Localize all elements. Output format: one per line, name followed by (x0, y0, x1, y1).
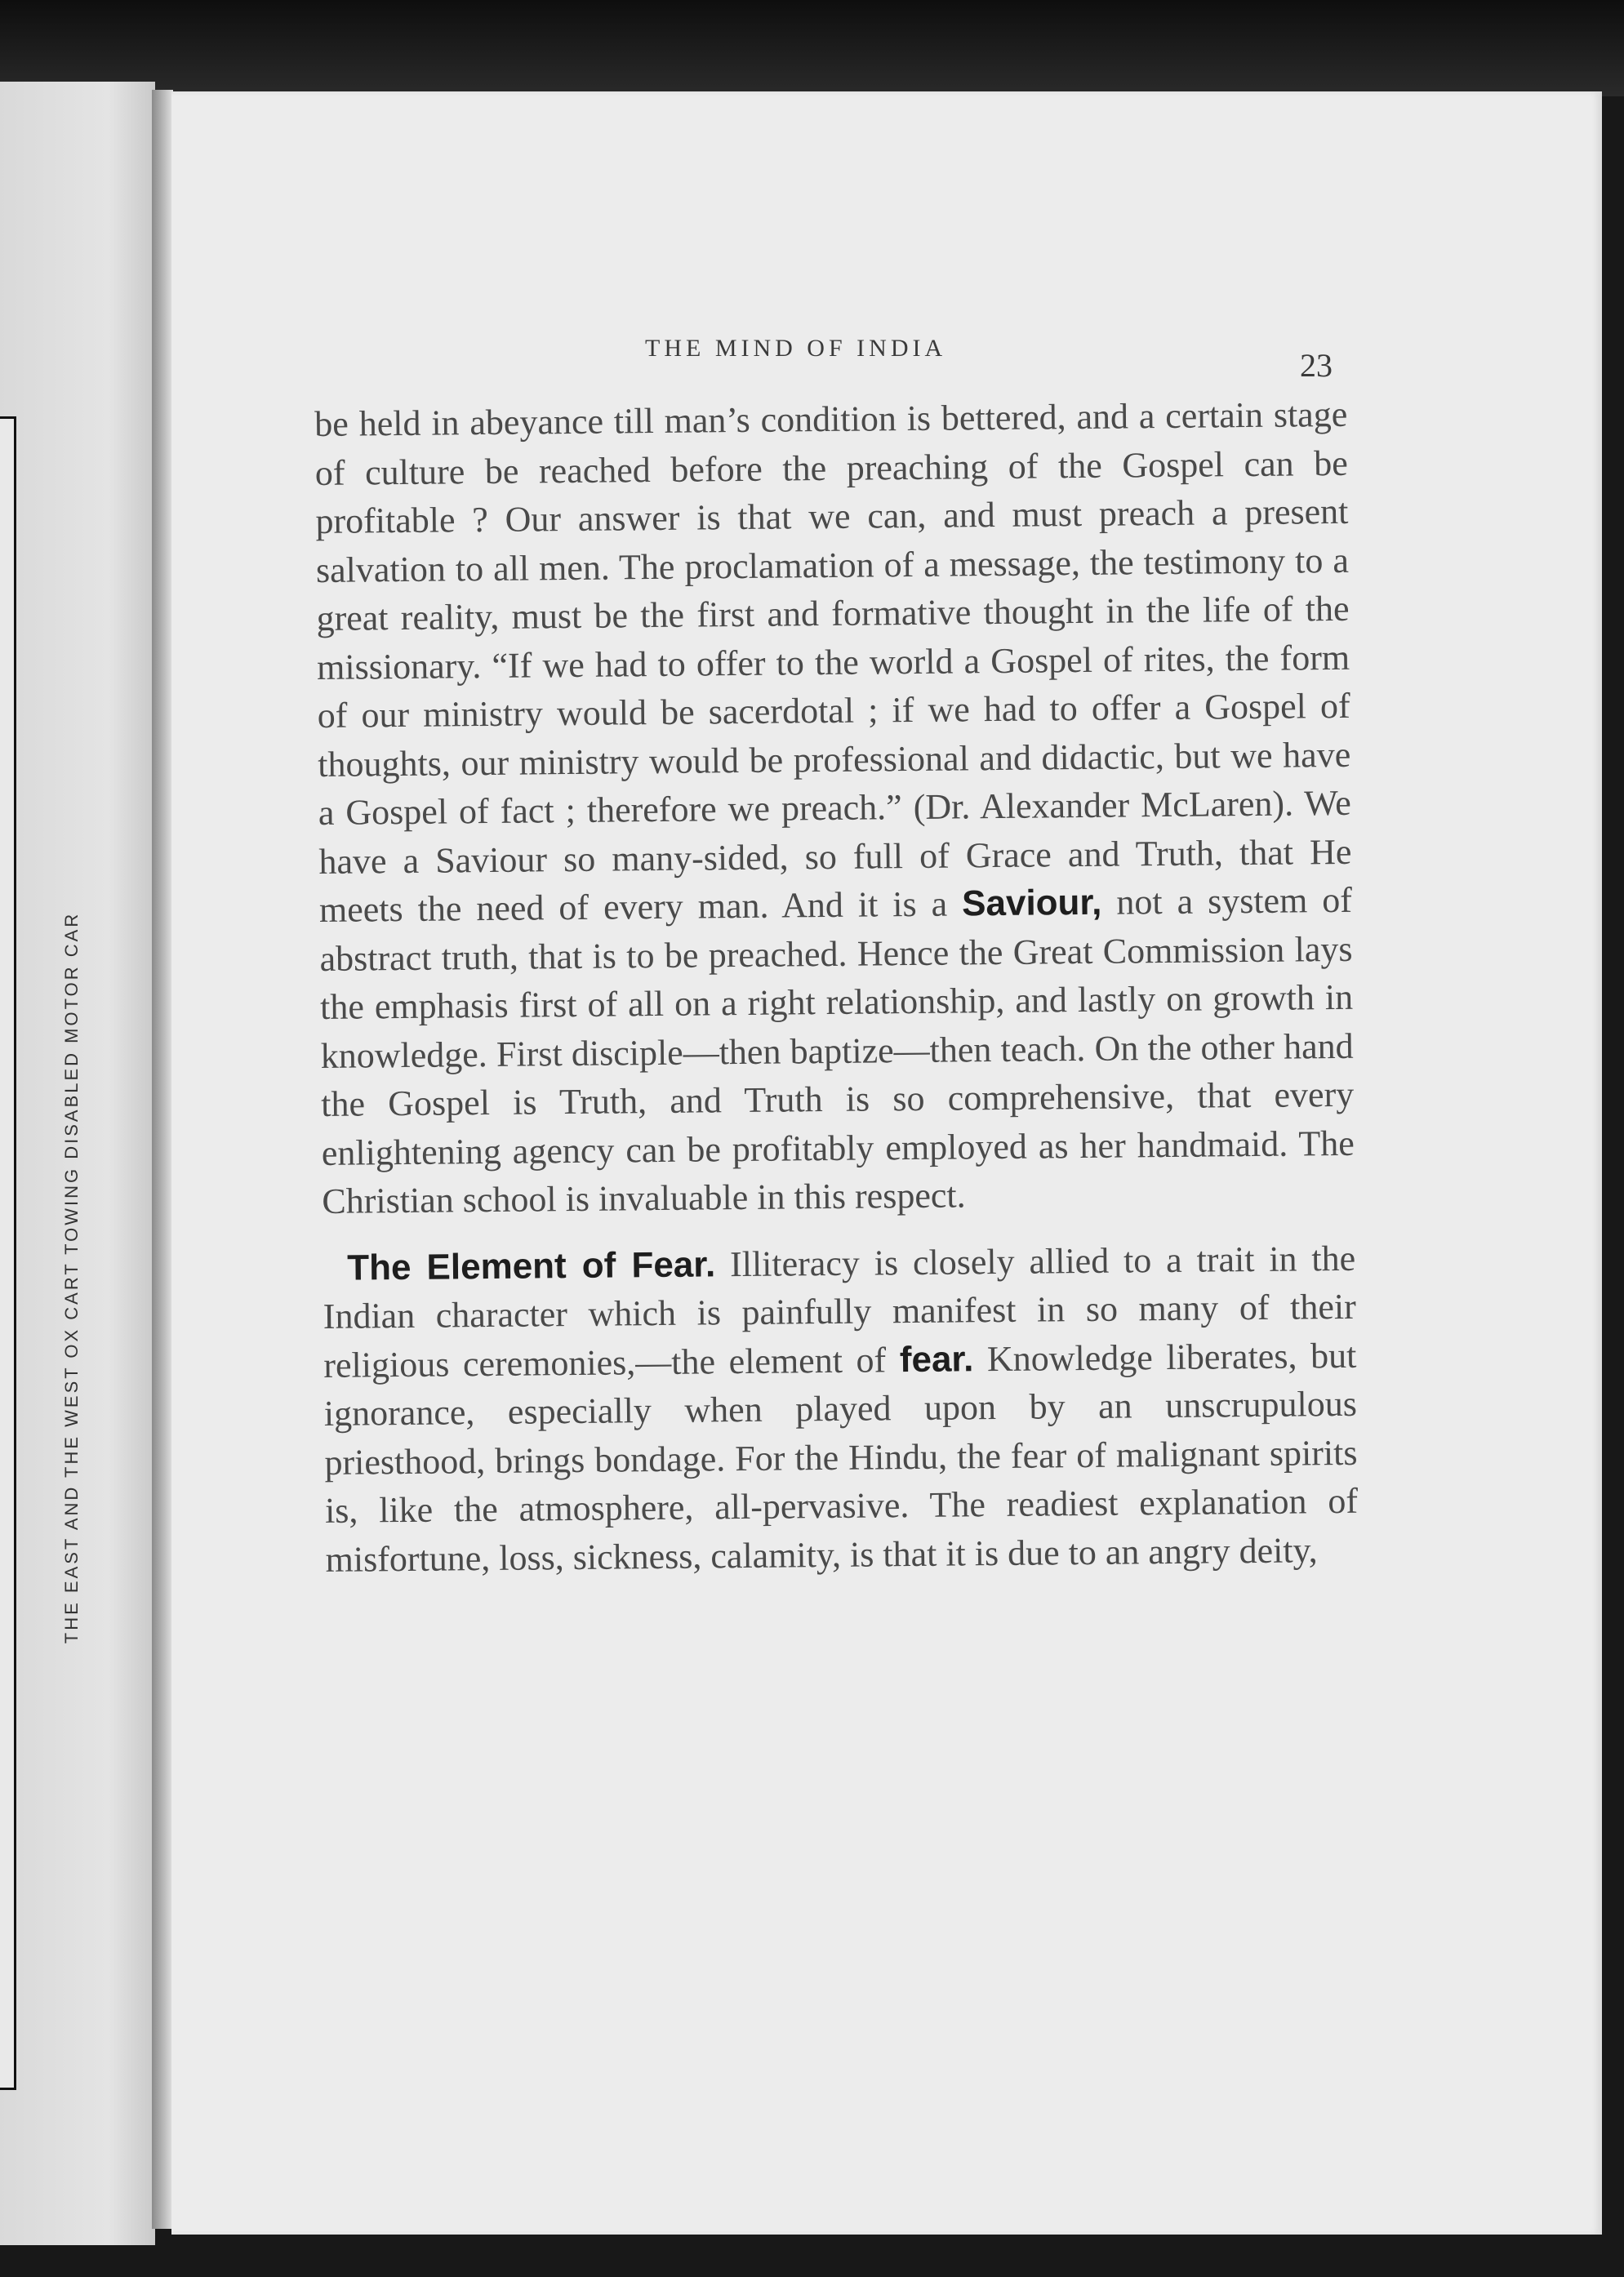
book-gutter (152, 90, 173, 2229)
page-body (314, 390, 1359, 1584)
paragraph-text: be held in abeyance till man’s condition is bettered, and a certain stage of culture be reached before the preaching of the Gospel can be profitable ? Our answer is that we can, and must preach a present salvation to all men. The proclamation of a message, the testimony to a great reality, must be the first and formative thought in the life of the missionary. “If we had to offer to the world a Gospel of rites, the form of our ministry would be sacerdotal ; if we had to offer a Gospel of thoughts, our ministry would be professional and didactic, but we have a Gospel of fact ; therefore we preach.” (Dr. Alexander McLaren). We have a Saviour so many-sided, so full of Grace and Truth, that He meets the need of every man. And it is a (314, 394, 1352, 930)
facing-page-photo-edge (0, 416, 16, 2090)
film-border (0, 0, 1624, 96)
photo-caption: THE EAST AND THE WEST OX CART TOWING DISABLED MOTOR CAR (61, 911, 82, 1644)
paragraph-text: Knowledge liberates, but ignorance, especially when played upon by an unscrupulous priesthood, brings bondage. For the Hindu, the fear of malignant spirits is, like the atmosphere, all-pervasive. The readiest explanation of misfortune, loss, sickness, calamity, is that it is due to an angry deity, (323, 1335, 1359, 1580)
paragraph-text: not a system of abstract truth, that is to be preached. Hence the Great Commission lays the emphasis first of all on a right relationship, and lastly on growth in knowledge. First disciple—then baptize—then teach. On the other hand the Gospel is Truth, and Truth is so comprehensive, that every enlightening agency can be profitably employed as her handmaid. The Christian school is invaluable in this respect. (319, 879, 1355, 1221)
running-head-title: THE MIND OF INDIA (645, 335, 947, 362)
paragraph-text: Illiteracy is closely allied to a trait in the Indian character which is painfully manifest in so many of their religious ceremonies,—the element of (323, 1238, 1356, 1385)
paragraph (323, 1234, 1359, 1584)
facing-page (0, 82, 155, 2245)
emphasis-text: Saviour, (961, 882, 1102, 924)
paragraph (314, 390, 1355, 1226)
emphasis-text: fear. (899, 1338, 974, 1380)
page-number: 23 (1300, 347, 1333, 384)
section-heading: The Element of Fear. (346, 1243, 716, 1288)
